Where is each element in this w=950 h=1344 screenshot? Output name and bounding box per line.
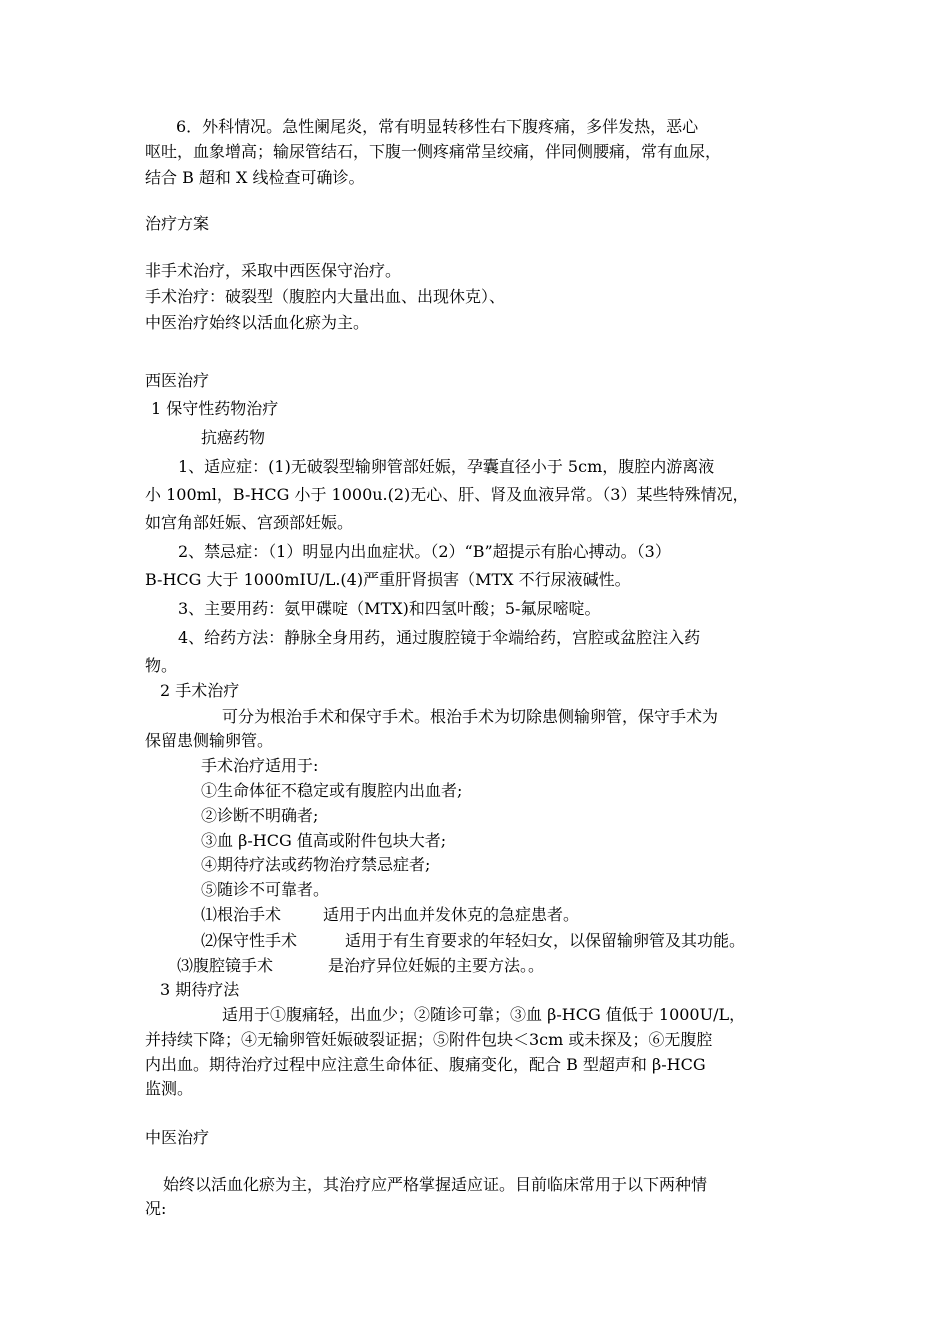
surgery-indication-item: ④期待疗法或药物治疗禁忌症者; (201, 855, 431, 874)
plan-heading: 治疗方案 (145, 214, 210, 233)
surgery-indication-item: ①生命体征不稳定或有腹腔内出血者; (201, 781, 463, 800)
expectant-line-2: 并持续下降；④无输卵管妊娠破裂证据；⑤附件包块＜3cm 或未探及；⑥无腹腔 (145, 1030, 713, 1049)
tcm-heading: 中医治疗 (145, 1128, 210, 1147)
indication-line-2: 小 100ml，B-HCG 小于 1000u.(2)无心、肝、肾及血液异常。（3）某些特殊情况， (145, 485, 749, 504)
surgical-line-1: 6．外科情况。急性阑尾炎，常有明显转移性右下腹疼痛，多伴发热，恶心 (176, 117, 699, 136)
contraindication-line-1: 2、禁忌症：（1）明显内出血症状。（2）“B”超提示有胎心搏动。（3） (178, 542, 671, 561)
plan-line-2: 手术治疗：破裂型（腹腔内大量出血、出现休克）、 (145, 287, 506, 306)
indication-line-3: 如宫角部妊娠、宫颈部妊娠。 (145, 513, 354, 532)
expectant-line-1: 适用于①腹痛轻，出血少；②随诊可靠；③血 β-HCG 值低于 1000U/L， (222, 1005, 746, 1024)
western-section-1-title: 1 保守性药物治疗 (151, 399, 279, 418)
western-section-2-title: 2 手术治疗 (160, 681, 240, 700)
surgery-indication-item: ⑤随诊不可靠者。 (201, 880, 330, 899)
expectant-line-4: 监测。 (145, 1079, 194, 1098)
plan-line-1: 非手术治疗，采取中西医保守治疗。 (145, 261, 402, 280)
operation-3-desc: 是治疗异位妊娠的主要方法。。 (328, 956, 545, 975)
drug-line: 3、主要用药：氨甲碟啶（MTX)和四氢叶酸；5-氟尿嘧啶。 (178, 599, 601, 618)
operation-2-name: ⑵保守性手术 (201, 931, 298, 950)
operation-3-name: ⑶腹腔镜手术 (177, 956, 274, 975)
surgical-line-3: 结合 B 超和 X 线检查可确诊。 (145, 168, 365, 187)
western-section-3-title: 3 期待疗法 (160, 980, 240, 999)
surgical-line-2: 呕吐，血象增高；输尿管结石，下腹一侧疼痛常呈绞痛，伴同侧腰痛，常有血尿， (145, 142, 722, 161)
surgery-line-2: 保留患侧输卵管。 (145, 731, 274, 750)
plan-line-3: 中医治疗始终以活血化瘀为主。 (145, 313, 370, 332)
surgery-line-1: 可分为根治手术和保守手术。根治手术为切除患侧输卵管，保守手术为 (222, 707, 719, 726)
expectant-line-3: 内出血。期待治疗过程中应注意生命体征、腹痛变化，配合 B 型超声和 β-HCG (145, 1055, 706, 1074)
contraindication-line-2: B-HCG 大于 1000mIU/L.(4)严重肝肾损害（MTX 不行尿液碱性。 (145, 570, 631, 589)
western-heading: 西医治疗 (145, 371, 210, 390)
administration-line-2: 物。 (145, 656, 178, 675)
indication-line-1: 1、适应症：(1)无破裂型输卵管部妊娠，孕囊直径小于 5cm，腹腔内游离液 (178, 457, 715, 476)
tcm-line-2: 况: (145, 1199, 167, 1218)
operation-1-desc: 适用于内出血并发休克的急症患者。 (323, 905, 580, 924)
operation-2-desc: 适用于有生育要求的年轻妇女，以保留输卵管及其功能。 (345, 931, 746, 950)
surgery-apply-label: 手术治疗适用于: (201, 756, 319, 775)
operation-1-name: ⑴根治手术 (201, 905, 282, 924)
administration-line-1: 4、给药方法：静脉全身用药，通过腹腔镜于伞端给药，宫腔或盆腔注入药 (178, 628, 701, 647)
western-section-1-subtitle: 抗癌药物 (201, 428, 266, 447)
surgery-indication-item: ③血 β-HCG 值高或附件包块大者; (201, 831, 447, 850)
tcm-line-1: 始终以活血化瘀为主，其治疗应严格掌握适应证。目前临床常用于以下两种情 (163, 1175, 708, 1194)
surgery-indication-item: ②诊断不明确者; (201, 806, 319, 825)
